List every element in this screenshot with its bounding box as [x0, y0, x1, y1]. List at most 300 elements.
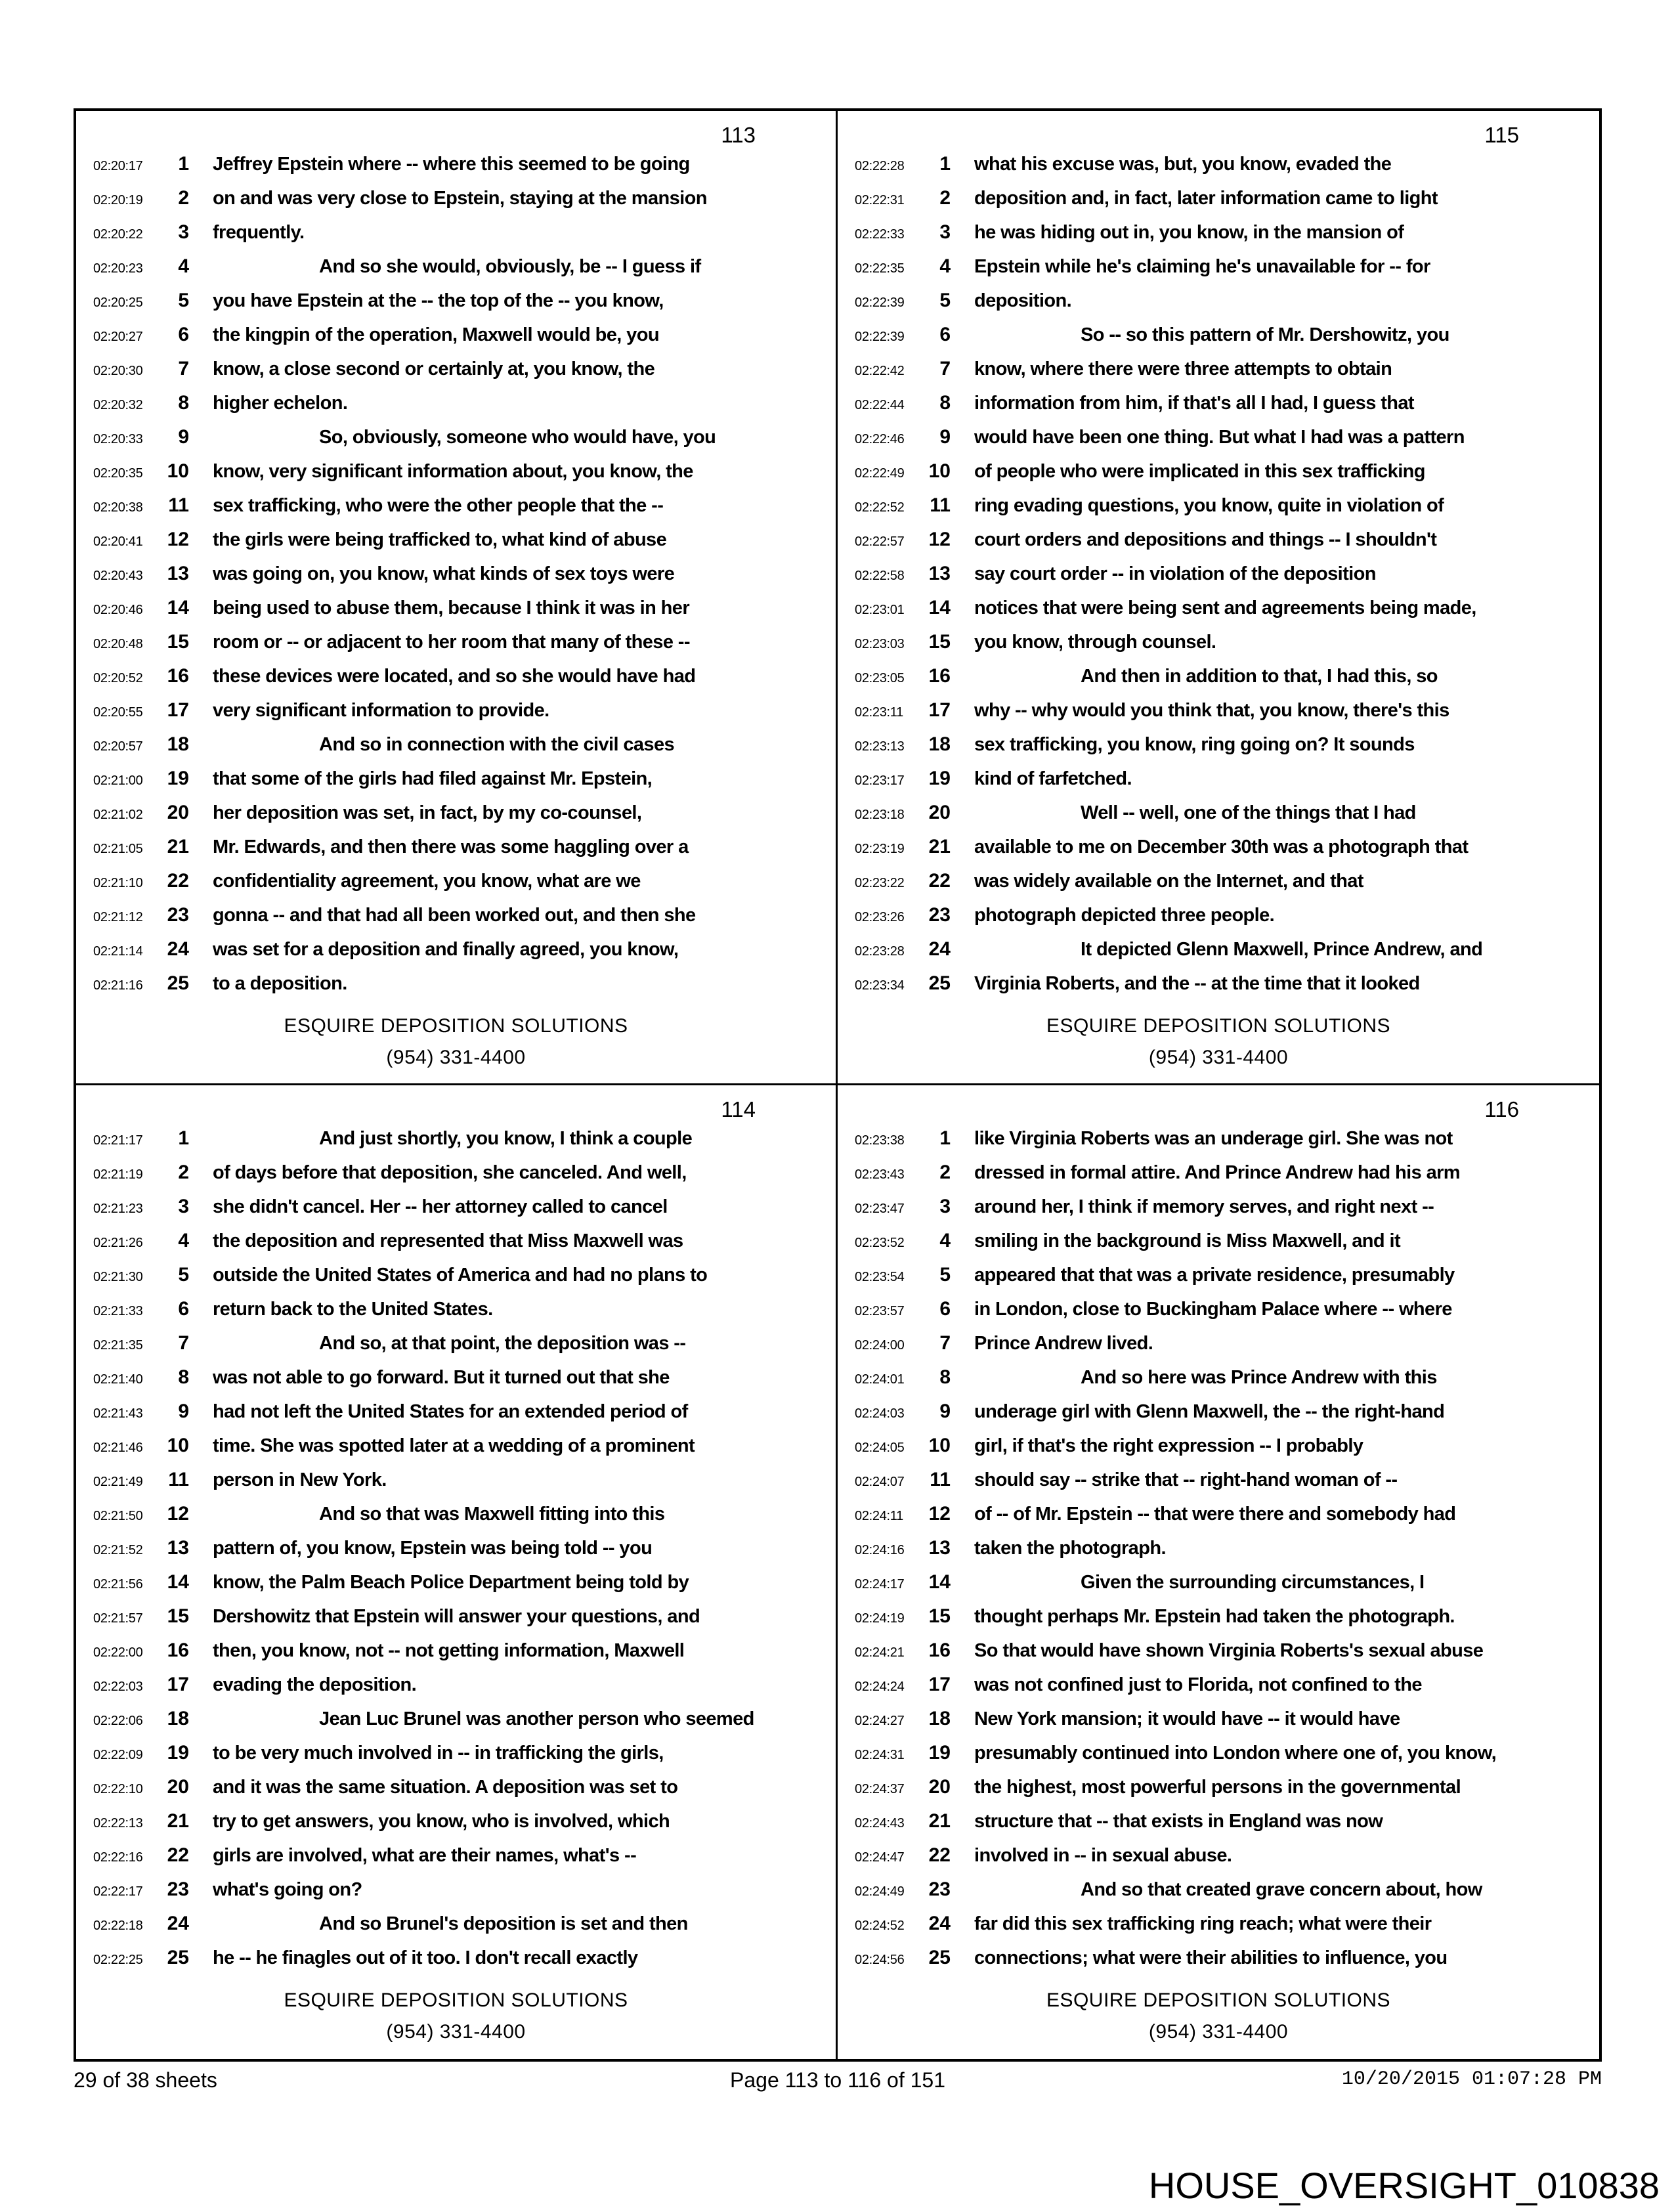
timestamp: 02:23:19	[855, 842, 905, 856]
transcript-line	[838, 324, 1599, 358]
line-text: know, a close second or certainly at, you know, the	[213, 358, 655, 380]
line-text: And so that was Maxwell fitting into this	[319, 1503, 665, 1525]
reporter-footer	[838, 1010, 1599, 1073]
timestamp: 02:23:28	[855, 944, 905, 959]
page-range: Page 113 to 116 of 151	[730, 2068, 945, 2092]
transcript-line	[76, 1298, 836, 1332]
transcript-page-116	[838, 1085, 1599, 2060]
timestamp: 02:23:43	[855, 1167, 905, 1182]
line-text: sex trafficking, who were the other people that the --	[213, 495, 664, 516]
timestamp: 02:21:40	[93, 1372, 143, 1387]
timestamp: 02:24:07	[855, 1474, 905, 1489]
timestamp: 02:24:00	[855, 1337, 905, 1353]
timestamp: 02:23:17	[855, 773, 905, 788]
timestamp: 02:24:19	[855, 1611, 905, 1626]
line-number: 20	[167, 1775, 189, 1798]
line-text: of days before that deposition, she canceled. And well,	[213, 1161, 687, 1183]
reporter-footer	[76, 1010, 836, 1073]
transcript-page-113	[76, 111, 838, 1085]
timestamp: 02:21:50	[93, 1508, 143, 1523]
line-text: person in New York.	[213, 1469, 387, 1490]
line-text: was going on, you know, what kinds of sex toys were	[213, 563, 675, 584]
line-text: photograph depicted three people.	[974, 905, 1275, 926]
line-text: return back to the United States.	[213, 1298, 493, 1320]
line-number: 22	[167, 1844, 189, 1866]
transcript-line	[838, 1366, 1599, 1400]
timestamp: 02:23:18	[855, 808, 905, 822]
line-text: taken the photograph.	[974, 1537, 1166, 1559]
line-text: Prince Andrew lived.	[974, 1332, 1153, 1354]
line-text: confidentiality agreement, you know, what are we	[213, 871, 641, 892]
line-text: connections; what were their abilities to influence, you	[974, 1947, 1448, 1968]
transcript-line	[838, 1400, 1599, 1435]
line-number: 24	[928, 938, 951, 960]
transcript-line	[76, 665, 836, 699]
transcript-line	[838, 1161, 1599, 1196]
line-text: And so here was Prince Andrew with this	[1081, 1366, 1437, 1388]
transcript-line	[838, 1571, 1599, 1605]
line-text: Virginia Roberts, and the -- at the time that it looked	[974, 973, 1420, 994]
sheet-count: 29 of 38 sheets	[74, 2068, 217, 2092]
timestamp: 02:21:19	[93, 1167, 143, 1182]
timestamp: 02:24:11	[855, 1508, 903, 1523]
line-number: 9	[178, 1400, 189, 1422]
transcript-page-115	[838, 111, 1599, 1085]
timestamp: 02:22:39	[855, 330, 905, 344]
line-text: information from him, if that's all I had, I guess that	[974, 393, 1414, 414]
timestamp: 02:22:25	[93, 1952, 143, 1967]
transcript-lines	[838, 153, 1599, 1007]
line-number: 15	[928, 631, 951, 653]
transcript-line	[838, 392, 1599, 426]
timestamp: 02:21:14	[93, 944, 143, 959]
line-text: dressed in formal attire. And Prince Andrew had his arm	[974, 1161, 1460, 1183]
timestamp: 02:20:43	[93, 569, 143, 583]
line-text: why -- why would you think that, you know, there's this	[974, 700, 1449, 721]
timestamp: 02:22:17	[93, 1884, 143, 1899]
line-text: court orders and depositions and things -- I shouldn't	[974, 529, 1437, 550]
transcript-line	[838, 733, 1599, 768]
reporter-phone: (954) 331-4400	[1148, 2020, 1289, 2043]
line-text: you have Epstein at the -- the top of the -- you know,	[213, 290, 664, 311]
line-text: And so in connection with the civil cases	[319, 734, 675, 755]
transcript-line	[76, 1605, 836, 1639]
timestamp: 02:22:06	[93, 1713, 143, 1728]
reporter-footer	[838, 1985, 1599, 2048]
timestamp: 02:24:03	[855, 1406, 905, 1421]
print-timestamp: 10/20/2015 01:07:28 PM	[1341, 2068, 1602, 2091]
line-text: on and was very close to Epstein, staying at the mansion	[213, 188, 707, 209]
timestamp: 02:24:21	[855, 1645, 905, 1660]
timestamp: 02:24:01	[855, 1372, 905, 1387]
transcript-line	[838, 870, 1599, 904]
line-text: Jean Luc Brunel was another person who seemed	[319, 1708, 754, 1729]
line-number: 16	[928, 665, 951, 687]
transcript-line	[838, 1264, 1599, 1298]
line-text: notices that were being sent and agreements being made,	[974, 597, 1476, 618]
line-number: 8	[178, 392, 189, 414]
line-number: 19	[928, 1741, 951, 1764]
line-number: 13	[167, 563, 189, 584]
transcript-lines	[76, 1127, 836, 1981]
timestamp: 02:22:31	[855, 193, 905, 207]
line-text: involved in -- in sexual abuse.	[974, 1844, 1232, 1866]
line-number: 15	[928, 1605, 951, 1627]
reporter-name: ESQUIRE DEPOSITION SOLUTIONS	[284, 1015, 628, 1037]
timestamp: 02:23:57	[855, 1303, 905, 1318]
transcript-line	[838, 460, 1599, 494]
transcript-line	[838, 426, 1599, 460]
timestamp: 02:24:05	[855, 1440, 905, 1455]
transcript-line	[838, 1298, 1599, 1332]
line-text: underage girl with Glenn Maxwell, the -- the right-hand	[974, 1400, 1445, 1422]
line-number: 3	[178, 221, 189, 243]
timestamp: 02:21:33	[93, 1303, 143, 1318]
timestamp: 02:20:19	[93, 193, 143, 207]
timestamp: 02:21:35	[93, 1337, 143, 1353]
transcript-line	[838, 1844, 1599, 1878]
transcript-line	[838, 290, 1599, 324]
timestamp: 02:20:30	[93, 364, 143, 378]
transcript-line	[76, 870, 836, 904]
transcript-line	[838, 1947, 1599, 1981]
line-text: try to get answers, you know, who is involved, which	[213, 1810, 670, 1832]
line-number: 20	[928, 1775, 951, 1798]
timestamp: 02:21:16	[93, 978, 143, 993]
line-text: was widely available on the Internet, and that	[974, 871, 1363, 892]
transcript-line	[838, 938, 1599, 972]
transcript-line	[76, 187, 836, 221]
line-number: 16	[928, 1639, 951, 1661]
timestamp: 02:21:00	[93, 773, 143, 788]
timestamp: 02:23:13	[855, 739, 905, 754]
line-number: 25	[167, 972, 189, 994]
line-text: to be very much involved in -- in trafficking the girls,	[213, 1742, 664, 1764]
timestamp: 02:22:35	[855, 261, 905, 276]
transcript-line	[838, 597, 1599, 631]
transcript-line	[76, 972, 836, 1007]
timestamp: 02:22:00	[93, 1645, 143, 1660]
transcript-line	[76, 290, 836, 324]
line-text: girls are involved, what are their names, what's --	[213, 1844, 637, 1866]
line-number: 6	[939, 324, 951, 345]
line-text: the highest, most powerful persons in the governmental	[974, 1776, 1461, 1798]
line-number: 6	[178, 1297, 189, 1320]
transcript-line	[76, 1674, 836, 1708]
transcript-line	[838, 1878, 1599, 1913]
line-text: had not left the United States for an extended period of	[213, 1400, 688, 1422]
line-text: frequently.	[213, 222, 305, 243]
transcript-line	[838, 1708, 1599, 1742]
line-text: time. She was spotted later at a wedding of a prominent	[213, 1435, 695, 1456]
transcript-line	[838, 1776, 1599, 1810]
line-text: say court order -- in violation of the deposition	[974, 563, 1376, 584]
line-text: far did this sex trafficking ring reach; what were their	[974, 1913, 1432, 1934]
transcript-line	[838, 699, 1599, 733]
line-number: 5	[178, 290, 189, 311]
line-number: 7	[178, 358, 189, 380]
transcript-line	[838, 972, 1599, 1007]
transcript-line	[76, 1435, 836, 1469]
line-text: what's going on?	[213, 1878, 362, 1900]
line-text: know, where there were three attempts to obtain	[974, 358, 1392, 380]
line-number: 19	[167, 768, 189, 789]
line-number: 2	[178, 187, 189, 209]
timestamp: 02:22:44	[855, 398, 905, 412]
timestamp: 02:24:47	[855, 1850, 905, 1865]
timestamp: 02:21:46	[93, 1440, 143, 1455]
line-number: 21	[167, 836, 189, 857]
line-number: 16	[167, 665, 189, 687]
line-number: 4	[939, 1229, 951, 1251]
line-text: deposition and, in fact, later information came to light	[974, 188, 1438, 209]
line-text: structure that -- that exists in England was now	[974, 1810, 1383, 1832]
line-number: 3	[939, 1195, 951, 1217]
transcript-line	[76, 1230, 836, 1264]
line-text: he was hiding out in, you know, in the mansion of	[974, 222, 1404, 243]
transcript-lines	[76, 153, 836, 1007]
timestamp: 02:23:03	[855, 637, 905, 651]
transcript-line	[76, 1196, 836, 1230]
timestamp: 02:20:52	[93, 671, 143, 685]
transcript-line	[76, 1537, 836, 1571]
line-number: 25	[928, 1946, 951, 1968]
timestamp: 02:22:03	[93, 1679, 143, 1694]
line-text: girl, if that's the right expression -- I probably	[974, 1435, 1363, 1456]
line-text: of people who were implicated in this sex trafficking	[974, 461, 1425, 482]
timestamp: 02:20:17	[93, 159, 143, 173]
line-text: And so that created grave concern about, how	[1081, 1878, 1482, 1900]
line-number: 14	[167, 597, 189, 618]
line-text: you know, through counsel.	[974, 632, 1216, 653]
line-text: and it was the same situation. A deposition was set to	[213, 1776, 678, 1798]
transcript-line	[76, 768, 836, 802]
transcript-line	[76, 358, 836, 392]
line-number: 15	[167, 1605, 189, 1627]
page-number: 115	[1484, 123, 1519, 147]
line-text: And then in addition to that, I had this, so	[1081, 666, 1438, 687]
timestamp: 02:20:55	[93, 705, 143, 720]
timestamp: 02:20:23	[93, 261, 143, 276]
timestamp: 02:23:54	[855, 1269, 905, 1284]
timestamp: 02:22:13	[93, 1815, 143, 1831]
transcript-line	[838, 836, 1599, 870]
transcript-line	[76, 904, 836, 938]
line-number: 13	[167, 1536, 189, 1559]
transcript-line	[838, 904, 1599, 938]
timestamp: 02:21:56	[93, 1576, 143, 1592]
timestamp: 02:21:52	[93, 1542, 143, 1557]
timestamp: 02:23:34	[855, 978, 905, 993]
timestamp: 02:21:57	[93, 1611, 143, 1626]
line-text: And so Brunel's deposition is set and then	[319, 1913, 688, 1934]
reporter-name: ESQUIRE DEPOSITION SOLUTIONS	[1046, 1989, 1391, 2011]
timestamp: 02:24:37	[855, 1781, 905, 1796]
line-number: 13	[928, 563, 951, 584]
transcript-line	[838, 187, 1599, 221]
line-text: these devices were located, and so she would have had	[213, 666, 696, 687]
transcript-line	[76, 1161, 836, 1196]
transcript-line	[76, 221, 836, 255]
line-number: 8	[939, 1366, 951, 1388]
line-text: higher echelon.	[213, 393, 348, 414]
line-number: 17	[167, 699, 189, 721]
line-text: she didn't cancel. Her -- her attorney called to cancel	[213, 1196, 668, 1217]
reporter-phone: (954) 331-4400	[1148, 1047, 1289, 1068]
timestamp: 02:21:05	[93, 842, 143, 856]
transcript-line	[838, 631, 1599, 665]
reporter-phone: (954) 331-4400	[386, 1047, 526, 1068]
line-number: 4	[178, 1229, 189, 1251]
reporter-footer	[76, 1985, 836, 2048]
line-number: 5	[178, 1263, 189, 1286]
transcript-line	[76, 597, 836, 631]
line-number: 23	[928, 904, 951, 926]
line-number: 10	[928, 460, 951, 482]
transcript-line	[76, 1878, 836, 1913]
line-text: he -- he finagles out of it too. I don't recall exactly	[213, 1947, 638, 1968]
line-number: 24	[928, 1912, 951, 1934]
line-number: 22	[928, 1844, 951, 1866]
reporter-phone: (954) 331-4400	[386, 2020, 526, 2043]
timestamp: 02:20:25	[93, 295, 143, 310]
timestamp: 02:21:26	[93, 1235, 143, 1250]
line-text: thought perhaps Mr. Epstein had taken the photograph.	[974, 1605, 1455, 1627]
transcript-line	[838, 1639, 1599, 1674]
line-text: So, obviously, someone who would have, you	[319, 427, 716, 448]
transcript-line	[838, 1435, 1599, 1469]
transcript-line	[838, 255, 1599, 290]
timestamp: 02:23:22	[855, 876, 905, 890]
timestamp: 02:20:35	[93, 466, 143, 481]
timestamp: 02:20:57	[93, 739, 143, 754]
line-number: 24	[167, 938, 189, 960]
line-number: 14	[167, 1571, 189, 1593]
line-text: outside the United States of America and had no plans to	[213, 1264, 708, 1286]
line-number: 12	[167, 1502, 189, 1525]
timestamp: 02:23:05	[855, 671, 905, 685]
timestamp: 02:20:22	[93, 227, 143, 242]
transcript-line	[76, 529, 836, 563]
transcript-line	[838, 802, 1599, 836]
line-text: Dershowitz that Epstein will answer your questions, and	[213, 1605, 700, 1627]
line-number: 16	[167, 1639, 189, 1661]
transcript-line	[76, 836, 836, 870]
line-text: And so, at that point, the deposition was --	[319, 1332, 686, 1354]
transcript-line	[76, 1366, 836, 1400]
timestamp: 02:21:10	[93, 876, 143, 890]
line-number: 4	[939, 255, 951, 277]
line-text: very significant information to provide.	[213, 700, 549, 721]
line-number: 12	[928, 1502, 951, 1525]
transcript-line	[76, 699, 836, 733]
timestamp: 02:22:49	[855, 466, 905, 481]
timestamp: 02:22:18	[93, 1918, 143, 1933]
line-text: then, you know, not -- not getting information, Maxwell	[213, 1639, 685, 1661]
timestamp: 02:24:31	[855, 1747, 905, 1762]
transcript-line	[76, 1127, 836, 1161]
line-number: 7	[939, 358, 951, 380]
timestamp: 02:24:56	[855, 1952, 905, 1967]
line-text: Jeffrey Epstein where -- where this seemed to be going	[213, 154, 690, 175]
line-text: being used to abuse them, because I think it was in her	[213, 597, 689, 618]
transcript-line	[76, 1776, 836, 1810]
timestamp: 02:20:33	[93, 432, 143, 446]
reporter-name: ESQUIRE DEPOSITION SOLUTIONS	[1046, 1015, 1391, 1037]
transcript-line	[76, 426, 836, 460]
timestamp: 02:22:42	[855, 364, 905, 378]
transcript-line	[76, 802, 836, 836]
timestamp: 02:22:10	[93, 1781, 143, 1796]
line-text: the deposition and represented that Miss Maxwell was	[213, 1230, 683, 1251]
line-text: Epstein while he's claiming he's unavailable for -- for	[974, 256, 1430, 277]
line-number: 18	[928, 1707, 951, 1729]
line-number: 23	[167, 1878, 189, 1900]
transcript-line	[76, 1571, 836, 1605]
line-number: 17	[928, 1673, 951, 1695]
timestamp: 02:24:49	[855, 1884, 905, 1899]
line-number: 21	[167, 1810, 189, 1832]
line-number: 19	[167, 1741, 189, 1764]
line-text: ring evading questions, you know, quite in violation of	[974, 495, 1444, 516]
line-text: know, very significant information about, you know, the	[213, 461, 693, 482]
timestamp: 02:22:33	[855, 227, 905, 242]
transcript-line	[838, 1605, 1599, 1639]
transcript-line	[76, 153, 836, 187]
line-number: 17	[167, 1673, 189, 1695]
line-number: 25	[167, 1946, 189, 1968]
line-number: 13	[928, 1536, 951, 1559]
line-text: that some of the girls had filed against Mr. Epstein,	[213, 768, 653, 789]
transcript-line	[838, 665, 1599, 699]
line-number: 23	[928, 1878, 951, 1900]
line-text: deposition.	[974, 290, 1072, 311]
line-text: the girls were being trafficked to, what kind of abuse	[213, 529, 667, 550]
transcript-line	[838, 768, 1599, 802]
line-number: 7	[939, 1332, 951, 1354]
timestamp: 02:23:47	[855, 1201, 905, 1216]
line-number: 18	[928, 733, 951, 755]
line-text: what his excuse was, but, you know, evaded the	[974, 154, 1392, 175]
transcript-line	[838, 153, 1599, 187]
transcript-line	[76, 563, 836, 597]
line-text: would have been one thing. But what I had was a pattern	[974, 427, 1465, 448]
transcript-line	[838, 1332, 1599, 1366]
line-number: 21	[928, 1810, 951, 1832]
timestamp: 02:20:27	[93, 330, 143, 344]
transcript-line	[76, 1810, 836, 1844]
timestamp: 02:22:58	[855, 569, 905, 583]
transcript-line	[76, 1332, 836, 1366]
transcript-line	[838, 221, 1599, 255]
line-number: 11	[168, 494, 189, 516]
transcript-line	[76, 1400, 836, 1435]
line-text: should say -- strike that -- right-hand woman of --	[974, 1469, 1398, 1490]
reporter-name: ESQUIRE DEPOSITION SOLUTIONS	[284, 1989, 628, 2011]
timestamp: 02:21:02	[93, 808, 143, 822]
line-text: Well -- well, one of the things that I had	[1081, 802, 1416, 823]
line-text: was not confined just to Florida, not confined to the	[974, 1674, 1422, 1695]
timestamp: 02:21:30	[93, 1269, 143, 1284]
line-number: 10	[928, 1434, 951, 1456]
timestamp: 02:23:26	[855, 910, 905, 924]
transcript-line	[838, 1230, 1599, 1264]
timestamp: 02:21:49	[93, 1474, 143, 1489]
transcript-line	[76, 392, 836, 426]
timestamp: 02:21:17	[93, 1133, 143, 1148]
timestamp: 02:22:52	[855, 500, 905, 515]
transcript-line	[76, 460, 836, 494]
